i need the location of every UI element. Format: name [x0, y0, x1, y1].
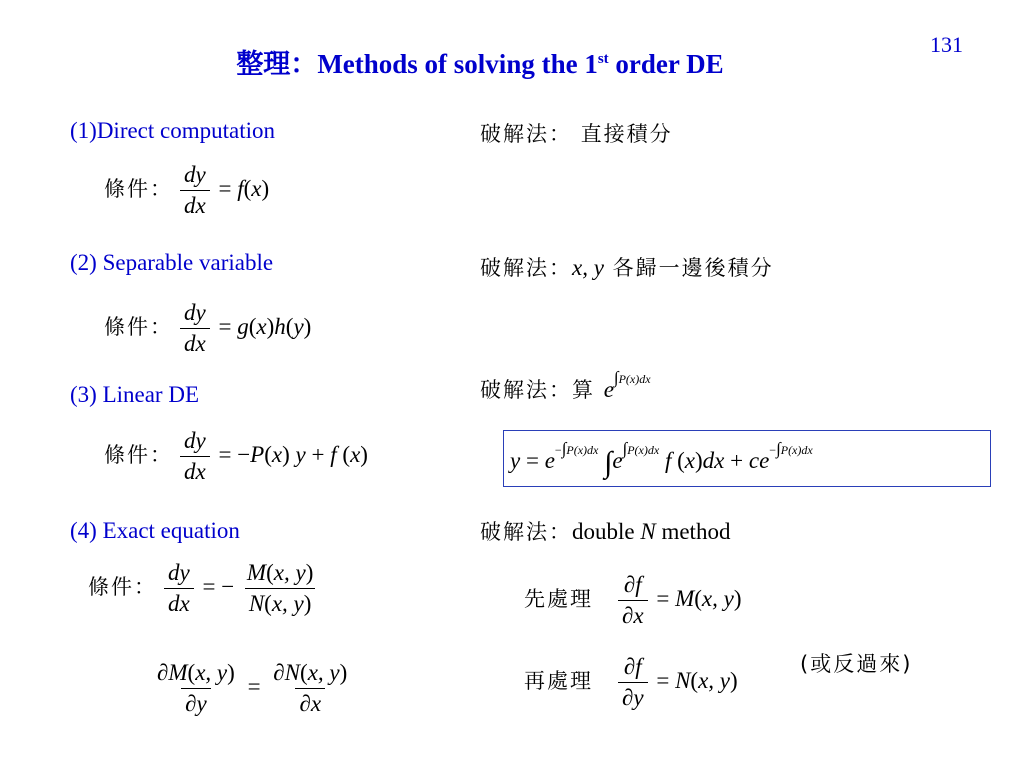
condition-label: 條件：: [88, 574, 157, 599]
title-suffix: order DE: [608, 49, 724, 79]
method-text: 各歸一邊後積分: [603, 256, 774, 280]
method-prefix: 破解法：: [480, 256, 572, 280]
section-3-method: [480, 368, 651, 404]
section-4-method: [480, 516, 730, 546]
title-prefix: 整理：: [236, 49, 318, 79]
exact-step-then: [524, 654, 738, 711]
title-main: Methods of solving the 1: [317, 49, 598, 79]
section-2-condition: [104, 300, 311, 357]
condition-formula: $\frac{dy}{dx}$ = f(x): [177, 176, 269, 201]
method-text: 算: [572, 378, 604, 402]
step-formula: $\frac{\partial f}{\partial y}$ = N(x, y): [615, 668, 738, 693]
section-1-method: [480, 118, 673, 148]
condition-label: 條件：: [104, 314, 173, 339]
integrating-factor: $e^{\int P(x)dx}$: [603, 368, 651, 402]
method-vars: x, y: [572, 255, 604, 280]
or-reverse-note: [800, 648, 912, 678]
condition-formula: $\frac{dy}{dx}$ = g(x)h(y): [177, 314, 311, 339]
condition-label: 條件：: [104, 176, 173, 201]
section-1-condition: [104, 162, 269, 219]
section-4-condition: [88, 560, 320, 617]
step-label: 先處理: [524, 586, 593, 611]
section-4-label: (4) Exact equation: [70, 518, 240, 543]
condition-label: 條件：: [104, 442, 173, 467]
slide-title: [0, 42, 960, 81]
linear-solution-box: [503, 430, 991, 487]
method-text: double: [572, 519, 641, 544]
method-prefix: 破解法：: [480, 520, 572, 544]
section-2-label: (2) Separable variable: [70, 250, 274, 275]
step-formula: $\frac{\partial f}{\partial x}$ = M(x, y): [615, 586, 742, 611]
or-reverse-text: (或反過來): [800, 652, 913, 676]
condition-formula: $\frac{dy}{dx}$ = − $\frac{M(x, y)}{N(x, y)}$: [161, 574, 320, 599]
step-label: 再處理: [524, 668, 593, 693]
section-2-method: [480, 252, 774, 282]
method-suffix: method: [655, 519, 731, 544]
exact-step-first: [524, 572, 742, 629]
slide-number: 131: [930, 32, 963, 57]
title-sup: st: [597, 51, 609, 67]
exactness-condition: [150, 660, 354, 717]
linear-solution-formula: $y = e^{-\int P(x)dx}$ $\int e^{\int P(x)dx}$ f $(x)dx + ce^{-\int P(x)dx}$: [510, 439, 813, 479]
condition-formula: $\frac{dy}{dx}$ = −P(x) y + f (x): [177, 442, 368, 467]
method-prefix: 破解法：: [480, 122, 572, 146]
section-1-label: (1)Direct computation: [70, 118, 276, 143]
method-prefix: 破解法：: [480, 378, 572, 402]
exactness-formula: $\frac{\partial M(x, y)}{\partial y}$ = $\frac{\partial N(x, y)}{\partial x}$: [157, 660, 348, 716]
section-3-condition: [104, 428, 368, 485]
section-3-label: (3) Linear DE: [70, 382, 199, 407]
method-text: 直接積分: [572, 122, 673, 146]
method-var: N: [640, 519, 656, 544]
